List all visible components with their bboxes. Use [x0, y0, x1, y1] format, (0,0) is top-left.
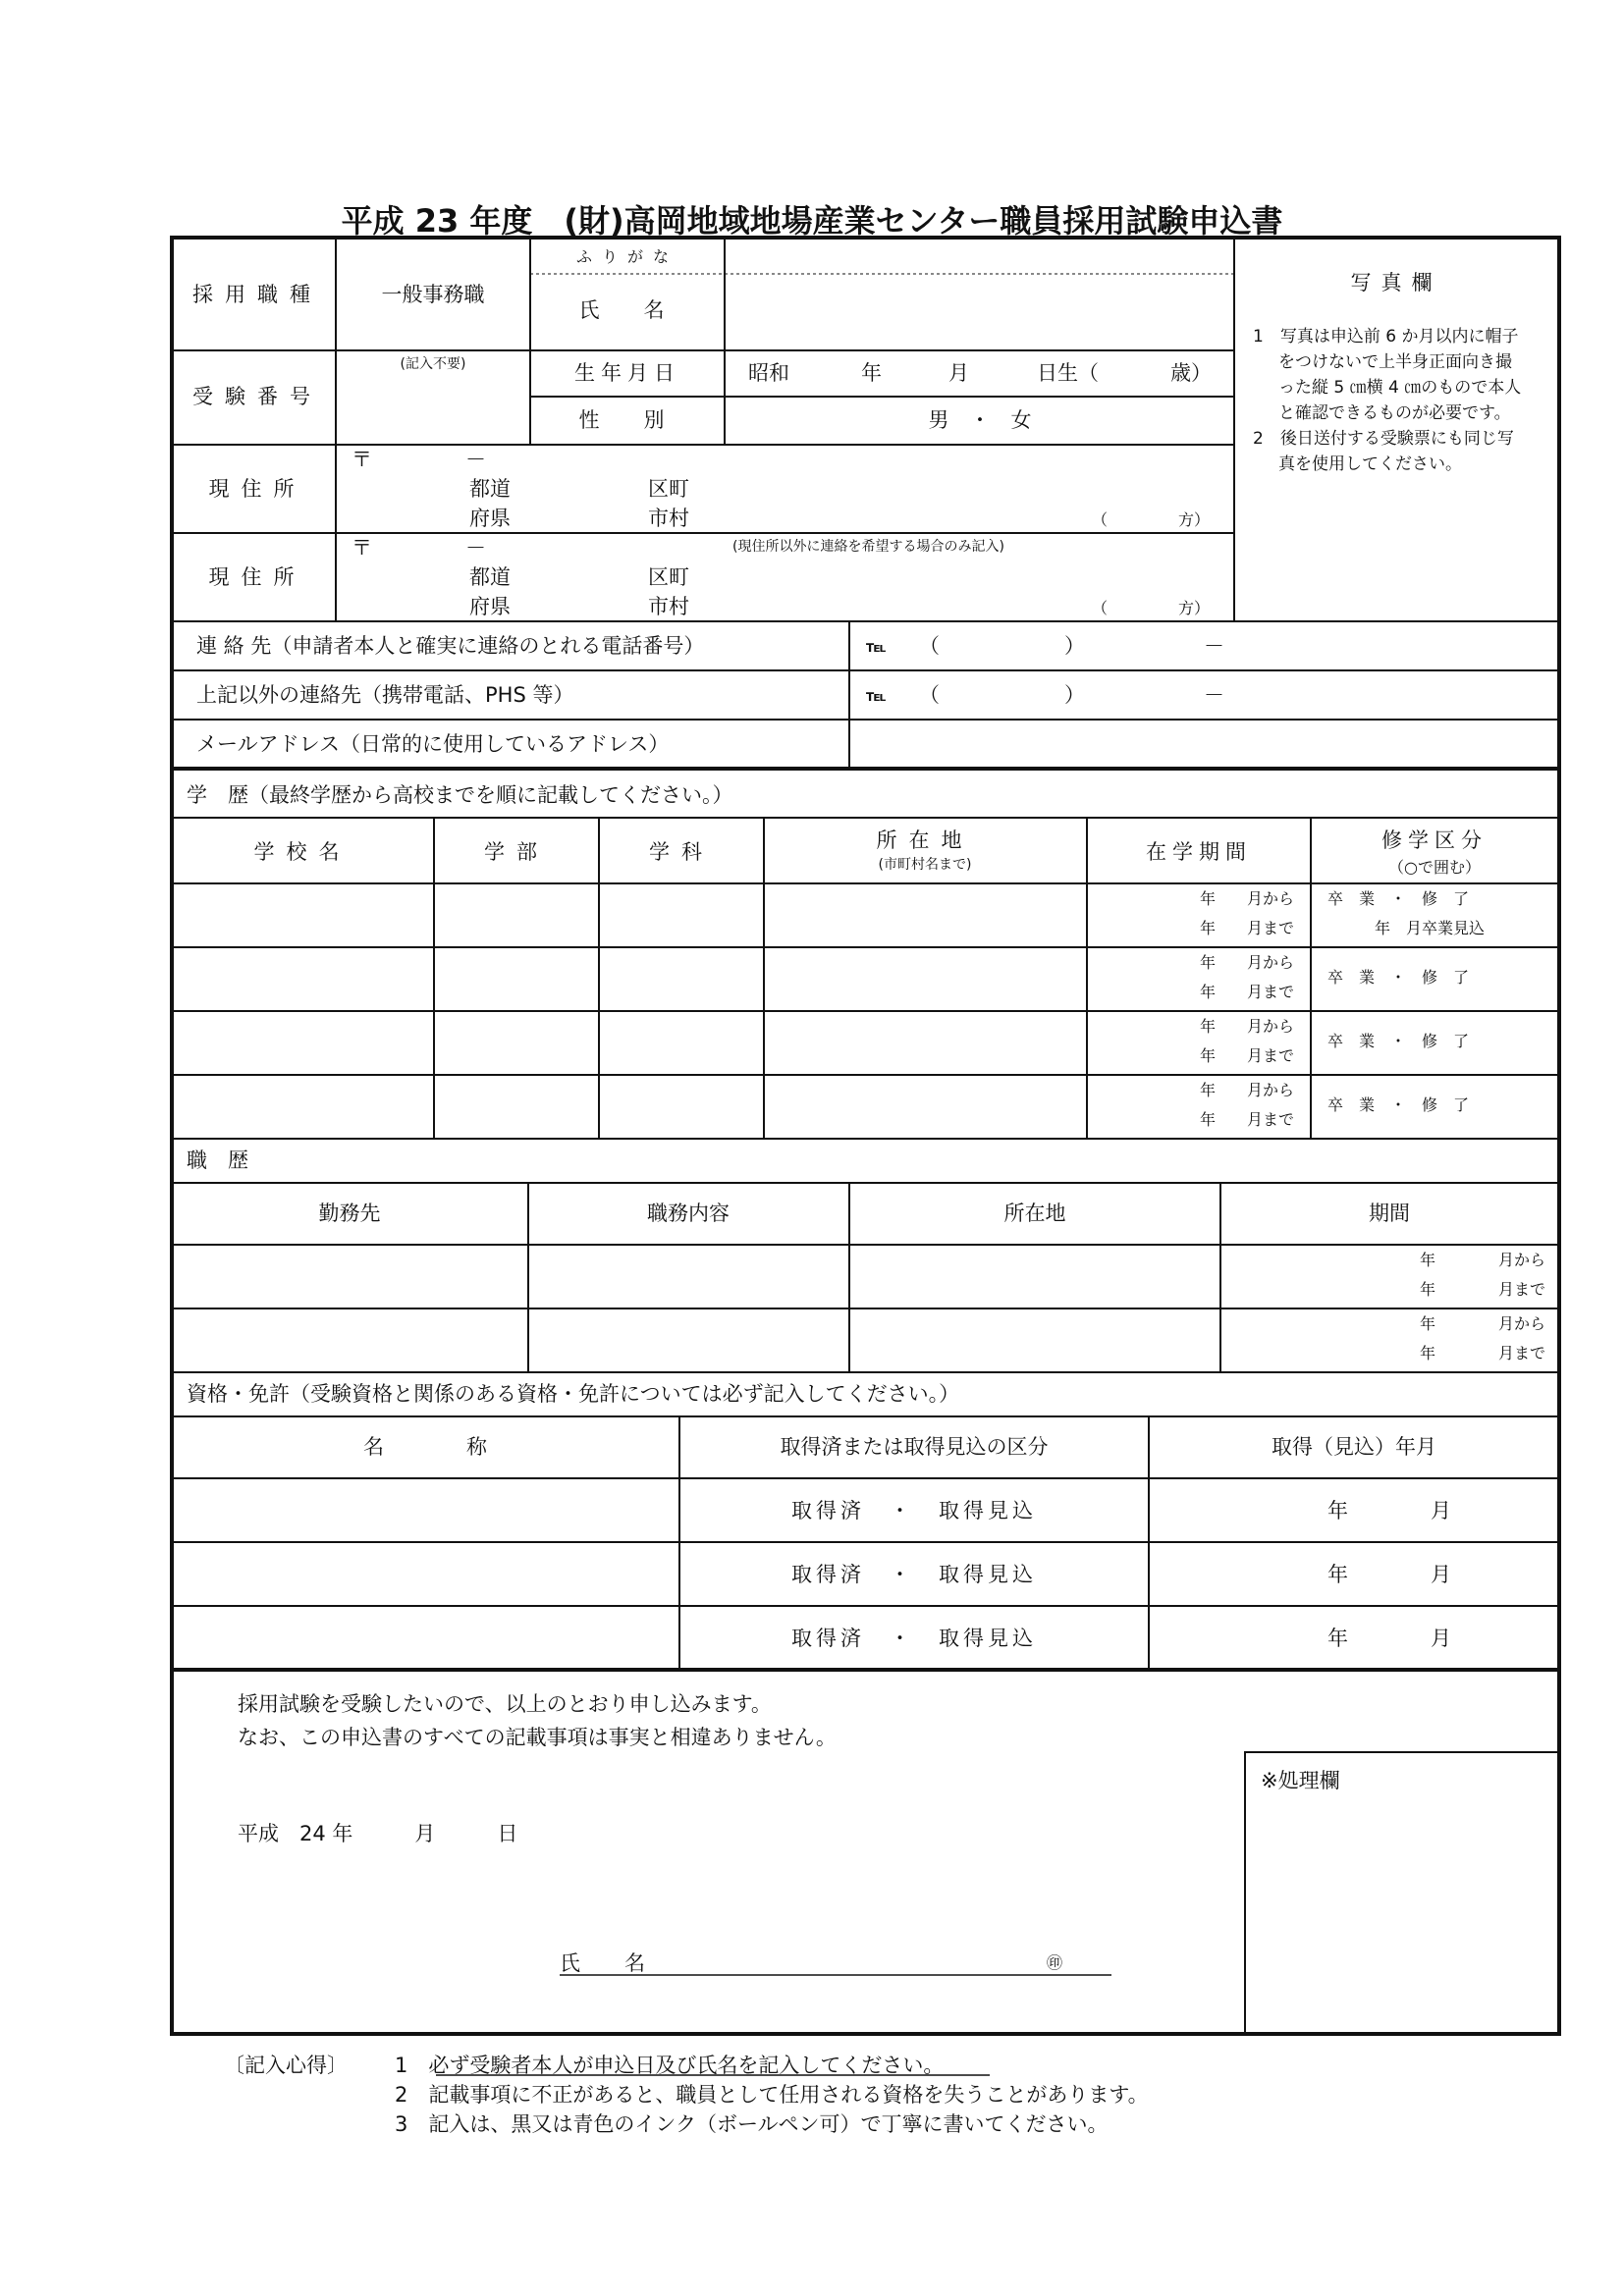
education-section-label: 学 歴（最終学歴から高校までを順に記載してください。）: [187, 783, 733, 807]
alt-postal-mark: 〒: [352, 536, 372, 560]
note-item-3: 3 記入は、黒又は青色のインク（ボールペン可）で丁寧に書いてください。: [395, 2112, 1109, 2136]
note-item-2: 2 記載事項に不正があると、職員として任用される資格を失うことがあります。: [395, 2083, 1149, 2107]
birthdate-label: 生年月日: [574, 361, 680, 385]
declaration-line1: 採用試験を受験したいので、以上のとおり申し込みます。: [238, 1692, 772, 1716]
exam-number-label: 受験番号: [192, 385, 322, 408]
city-line2: 市村: [648, 507, 689, 530]
name-input[interactable]: [728, 277, 1232, 347]
career-row2-from: 年 月から: [1419, 1314, 1545, 1333]
license-row2-date: 年 月: [1327, 1563, 1451, 1586]
photo-note-2: 2 後日送付する受験票にも同じ写真を使用してください。: [1253, 429, 1514, 474]
alt-city-line2: 市村: [648, 595, 689, 618]
career-header-location: 所在地: [1003, 1201, 1066, 1225]
career-row1-from: 年 月から: [1419, 1251, 1545, 1269]
edu-header-location: 所在地: [876, 828, 974, 852]
edu-row1-expected[interactable]: 年 月卒業見込: [1375, 919, 1486, 937]
edu-row2-from: 年 月から: [1199, 953, 1294, 972]
mobile-tel-mark: ℡: [866, 686, 887, 705]
exam-number-note: (記入不要): [400, 356, 466, 372]
career-header-duties: 職務内容: [647, 1201, 730, 1225]
license-row3-date: 年 月: [1327, 1627, 1451, 1650]
birth-day-unit: 日生（: [1037, 361, 1099, 385]
name-label: 氏 名: [578, 298, 677, 322]
alt-pref-line1: 都道: [469, 565, 511, 589]
care-of-open: （: [1092, 510, 1109, 529]
phone-tel-mark: ℡: [866, 637, 887, 656]
alt-city-line1: 区町: [648, 565, 689, 589]
edu-row1-status[interactable]: 卒 業 ・ 修 了: [1327, 889, 1470, 908]
job-type-label: 採用職種: [192, 283, 322, 306]
mobile-label: 上記以外の連絡先（携帯電話、PHS 等）: [196, 683, 574, 707]
phone-paren-close: ）: [1064, 634, 1085, 658]
gender-options[interactable]: 男 ・ 女: [928, 408, 1032, 432]
phone-paren-open: （: [919, 634, 940, 658]
office-box-label: ※処理欄: [1261, 1769, 1340, 1792]
declaration-line2: なお、この申込書のすべての記載事項は事実と相違ありません。: [238, 1726, 837, 1749]
edu-header-faculty: 学部: [484, 840, 549, 864]
license-header-date: 取得（見込）年月: [1272, 1435, 1436, 1459]
career-header-period: 期間: [1369, 1201, 1410, 1225]
edu-row3-to: 年 月まで: [1199, 1046, 1294, 1065]
edu-header-location-sub: (市町村名まで): [878, 857, 972, 873]
birth-month-unit: 月: [948, 361, 969, 385]
license-row1-date: 年 月: [1327, 1499, 1451, 1522]
edu-row2-status[interactable]: 卒 業 ・ 修 了: [1327, 968, 1470, 987]
edu-header-division-sub: （○で囲む）: [1388, 858, 1481, 877]
care-of-close: 方）: [1178, 510, 1211, 529]
form-title: 平成 23 年度 (財)高岡地域地場産業センター職員採用試験申込書: [341, 202, 1283, 240]
address-label: 現住所: [208, 477, 306, 501]
license-row2-status[interactable]: 取得済 ・ 取得見込: [791, 1563, 1037, 1586]
career-row1-to: 年 月まで: [1419, 1280, 1545, 1299]
edu-row2-to: 年 月まで: [1199, 983, 1294, 1001]
career-row2-to: 年 月まで: [1419, 1344, 1545, 1362]
edu-header-department: 学科: [649, 840, 714, 864]
birth-age-unit: 歳）: [1170, 361, 1212, 385]
license-header-status: 取得済または取得見込の区分: [780, 1435, 1049, 1459]
career-section-label: 職 歴: [187, 1148, 248, 1172]
postal-dash: －: [465, 448, 486, 471]
note-item-1: 1 必ず受験者本人が申込日及び氏名を記入してください。: [395, 2054, 945, 2077]
edu-row4-to: 年 月まで: [1199, 1110, 1294, 1129]
photo-note-1: 1 写真は申込前 6 か月以内に帽子をつけないで上半身正面向き撮った縦 5 ㎝横 4 ㎝のもので本人と確認できるものが必要です。: [1253, 327, 1522, 423]
edu-header-division: 修学区分: [1381, 828, 1488, 852]
career-header-employer: 勤務先: [318, 1201, 381, 1225]
mobile-paren-open: （: [919, 683, 940, 707]
alt-care-of-open: （: [1092, 599, 1109, 617]
edu-row3-status[interactable]: 卒 業 ・ 修 了: [1327, 1032, 1470, 1050]
signature-input[interactable]: [648, 1944, 1041, 1973]
email-label: メールアドレス（日常的に使用しているアドレス）: [196, 732, 670, 756]
license-row3-status[interactable]: 取得済 ・ 取得見込: [791, 1627, 1037, 1650]
license-row1-status[interactable]: 取得済 ・ 取得見込: [791, 1499, 1037, 1522]
job-type-value: 一般事務職: [381, 283, 485, 306]
alt-address-label: 現住所: [208, 565, 306, 589]
seal-mark: ㊞: [1047, 1953, 1063, 1972]
edu-row1-from: 年 月から: [1199, 889, 1294, 908]
alt-pref-line2: 府県: [469, 595, 511, 618]
notes-label: 〔記入心得〕: [224, 2054, 348, 2077]
postal-mark: 〒: [352, 448, 372, 471]
license-header-name: 名 称: [363, 1435, 487, 1459]
photo-title: 写真欄: [1350, 271, 1442, 294]
city-line1: 区町: [648, 477, 689, 501]
mobile-paren-close: ）: [1064, 683, 1085, 707]
edu-row4-status[interactable]: 卒 業 ・ 修 了: [1327, 1095, 1470, 1114]
edu-row3-from: 年 月から: [1199, 1017, 1294, 1036]
alt-care-of-close: 方）: [1178, 599, 1211, 617]
phone-label: 連 絡 先（申請者本人と確実に連絡のとれる電話番号）: [196, 634, 705, 658]
furigana-label: ふりがな: [575, 247, 679, 266]
photo-notes: [1253, 324, 1528, 477]
signature-name-label: 氏 名: [560, 1951, 657, 1975]
pref-line1: 都道: [469, 477, 511, 501]
email-input[interactable]: [852, 722, 1557, 766]
license-section-label: 資格・免許（受験資格と関係のある資格・免許については必ず記入してください。）: [187, 1382, 960, 1406]
pref-line2: 府県: [469, 507, 511, 530]
gender-label: 性 別: [578, 408, 677, 432]
mobile-dash: －: [1204, 683, 1224, 707]
birth-year-unit: 年: [861, 361, 882, 385]
phone-dash: －: [1204, 634, 1224, 658]
edu-row4-from: 年 月から: [1199, 1081, 1294, 1099]
declaration-date: 平成 24 年 月 日: [238, 1822, 518, 1845]
edu-header-period: 在学期間: [1146, 840, 1252, 864]
alt-address-note: (現住所以外に連絡を希望する場合のみ記入): [732, 539, 1004, 555]
birth-era: 昭和: [748, 361, 789, 385]
edu-header-school: 学校名: [253, 840, 352, 864]
edu-row1-to: 年 月まで: [1199, 919, 1294, 937]
alt-postal-dash: －: [465, 536, 486, 560]
